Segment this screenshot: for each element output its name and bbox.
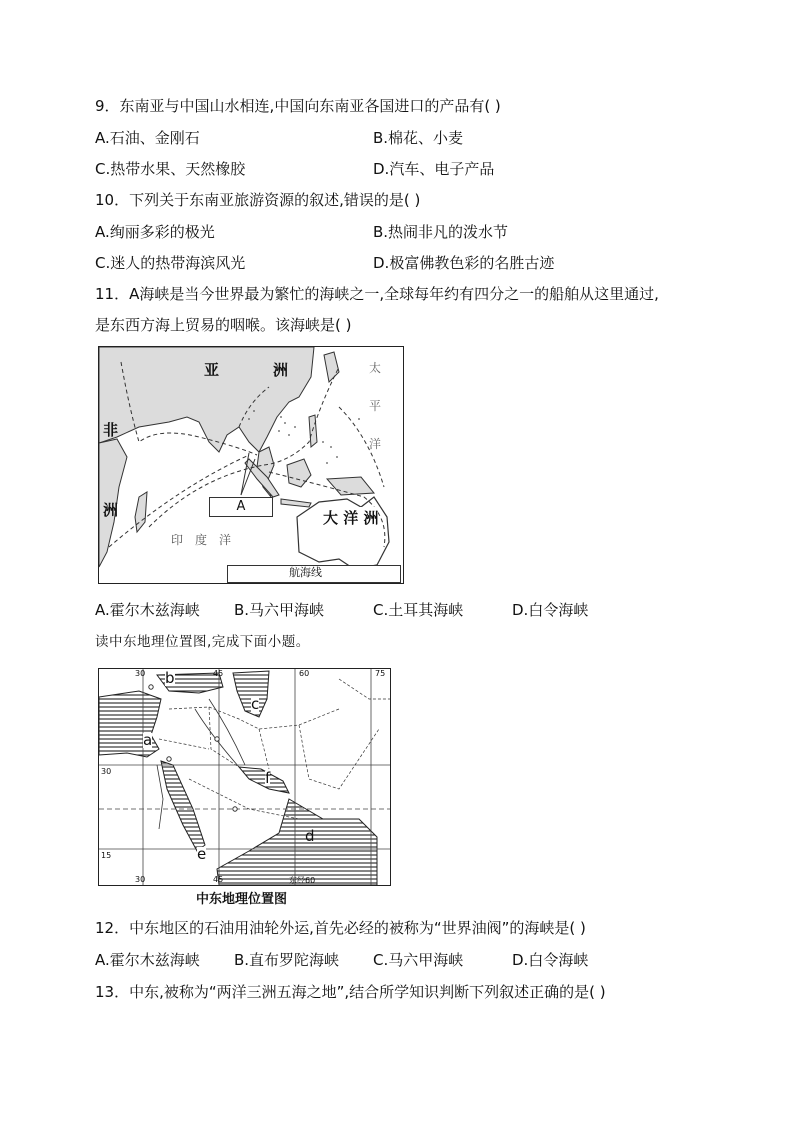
marker-f: f <box>265 769 271 787</box>
southeast-asia-map-figure <box>99 347 403 583</box>
q12-option-d: D.白令海峡 <box>512 951 589 969</box>
middle-east-map-title: 中东地理位置图 <box>196 892 288 907</box>
q9-option-d: D.汽车、电子产品 <box>373 160 495 178</box>
lon-label-45: 45 <box>213 669 224 678</box>
persian-gulf <box>239 767 289 793</box>
q13-stem: 13．中东,被称为“两洋三洲五海之地”,结合所学知识判断下列叙述正确的是( ) <box>95 983 606 1001</box>
country-borders <box>159 679 390 819</box>
q11-option-c: C.土耳其海峡 <box>373 601 464 619</box>
marker-b: b <box>165 669 175 687</box>
q9-option-c: C.热带水果、天然橡胶 <box>95 160 246 178</box>
marker-e: e <box>197 845 207 863</box>
borneo <box>287 459 311 487</box>
marker-c: c <box>251 695 260 713</box>
q12-stem: 12．中东地区的石油用油轮外运,首先必经的被称为“世界油阀”的海峡是( ) <box>95 919 586 937</box>
q10-stem: 10．下列关于东南亚旅游资源的叙述,错误的是( ) <box>95 191 421 209</box>
bottom-label-e60: 东经60 <box>289 876 316 885</box>
label-asia-2: 洲 <box>273 361 289 379</box>
java <box>281 499 311 507</box>
marker-d: d <box>305 827 315 845</box>
label-africa-2: 洲 <box>103 501 119 519</box>
q12-option-c: C.马六甲海峡 <box>373 951 464 969</box>
pointer-line-left <box>241 453 249 495</box>
label-oceania: 大 洋 洲 <box>323 509 379 527</box>
red-sea <box>161 761 205 851</box>
southeast-asia-map <box>98 346 404 584</box>
lat-label-30: 30 <box>101 767 112 776</box>
marker-a: a <box>143 731 153 749</box>
japan <box>324 352 339 382</box>
lon-label-60: 60 <box>299 669 310 678</box>
q12-option-a: A.霍尔木兹海峡 <box>95 951 200 969</box>
lat-label-15: 15 <box>101 851 112 860</box>
q11-option-d: D.白令海峡 <box>512 601 589 619</box>
philippines <box>309 415 317 447</box>
q10-option-a: A.绚丽多彩的极光 <box>95 223 215 241</box>
bottom-label-30: 30 <box>135 875 146 884</box>
lon-label-75: 75 <box>375 669 386 678</box>
arabian-sea <box>217 799 377 885</box>
legend-label: 航海线 <box>289 566 322 579</box>
q11-option-a: A.霍尔木兹海峡 <box>95 601 200 619</box>
q9-option-b: B.棉花、小麦 <box>373 129 464 147</box>
strait-a-label: A <box>209 497 273 517</box>
q10-option-d: D.极富佛教色彩的名胜古迹 <box>373 254 555 272</box>
label-pacific-1: 太 <box>369 361 382 375</box>
q11-stem-line2: 是东西方海上贸易的咽喉。该海峡是( ) <box>95 316 352 334</box>
middle-east-intro: 读中东地理位置图,完成下面小题。 <box>95 634 310 650</box>
label-pacific-3: 洋 <box>369 437 382 451</box>
q9-option-a: A.石油、金刚石 <box>95 129 200 147</box>
new-guinea <box>327 477 374 495</box>
madagascar <box>135 492 147 532</box>
label-indian-ocean: 印 度 洋 <box>171 533 232 547</box>
bottom-label-45: 45 <box>213 875 224 884</box>
q10-option-b: B.热闹非凡的泼水节 <box>373 223 509 241</box>
q11-stem-line1: 11．A海峡是当今世界最为繁忙的海峡之一,全球每年约有四分之一的船舶从这里通过, <box>95 285 659 303</box>
q11-option-b: B.马六甲海峡 <box>234 601 325 619</box>
q10-option-c: C.迷人的热带海滨风光 <box>95 254 246 272</box>
q9-stem: 9．东南亚与中国山水相连,中国向东南亚各国进口的产品有( ) <box>95 97 501 115</box>
lon-label-30: 30 <box>135 669 146 678</box>
q12-option-b: B.直布罗陀海峡 <box>234 951 340 969</box>
middle-east-map-figure <box>99 669 390 885</box>
label-africa-1: 非 <box>103 421 119 439</box>
middle-east-map <box>98 668 391 886</box>
label-asia-1: 亚 <box>204 361 220 379</box>
label-pacific-2: 平 <box>369 399 382 413</box>
